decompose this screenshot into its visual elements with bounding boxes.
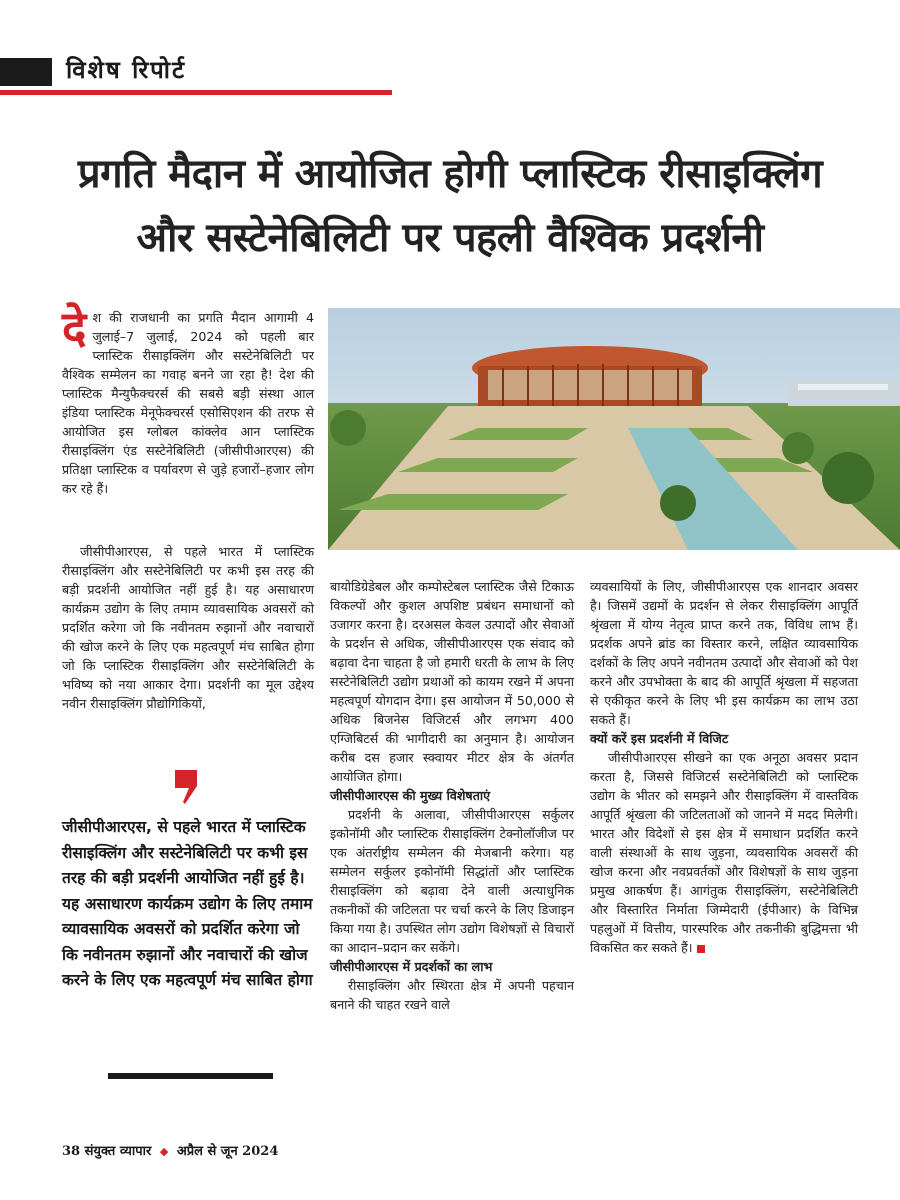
- venue-rendering-illustration: [328, 308, 900, 550]
- headline-line-1: प्रगति मैदान में आयोजित होगी प्लास्टिक रीसाइक्लिंग: [77, 150, 823, 197]
- article-paragraph-1-text: श की राजधानी का प्रगति मैदान आगामी 4 जुलाई–7 जुलाई, 2024 को पहली बार प्लास्टिक रीसाइक्लिंग और सस्टेनेबिलिटी पर वैश्विक सम्मेलन का गवाह बनने जा रहा है! देश की प्लास्टिक मैन्युफैक्चरर्स की सबसे बड़ी संस्था आल इंडिया प्लास्टिक मेनूफेक्चरर्स एसोसिएशन की तरफ से आयोजित इस ग्लोबल कांक्लेव आन प्लास्टिक रीसाइक्लिंग एंड सस्टेनेबिलिटी (जीसीपीआरएस) की प्रतिक्षा प्लास्टिक व पर्यावरण से जुड़े हजारों–हजार लोग कर रहे हैं।: [62, 310, 314, 496]
- issue-date: अप्रैल से जून 2024: [176, 1144, 279, 1159]
- article-paragraph-7-text: जीसीपीआरएस सीखने का एक अनूठा अवसर प्रदान करता है, जिससे विजिटर्स सस्टेनेबिलिटी को प्लास्टिक उद्योग के भीतर को समझने और रीसाइक्लिंग में वास्तविक आपूर्ति श्रृंखला की जटिलताओं को जानने में मदद मिलेगी। भारत और विदेशों से इस क्षेत्र में समाधान प्रदर्शित करने वाली संस्थाओं के साथ जुड़ना, व्यवसायिक अवसरों की खोज करना और नवप्रवर्तकों और विशेषज्ञों के साथ जुड़ना प्रमुख आकर्षण हैं। आगंतुक रीसाइक्लिंग, सस्टेनेबिलिटी और विस्तारित निर्माता जिम्मेदारी (ईपीआर) के विभिन्न पहलुओं में वित्तीय, पारस्परिक और तकनीकी बुद्धिमत्ता भी विकसित कर सकते हैं।: [590, 750, 858, 955]
- page-footer: [62, 1141, 278, 1159]
- subheading-why-visit: क्यों करें इस प्रदर्शनी में विजिट: [590, 731, 729, 746]
- headline: [30, 142, 870, 270]
- section-header-block: [0, 58, 52, 86]
- article-paragraph-5: रीसाइक्लिंग और स्थिरता क्षेत्र में अपनी पहचान बनाने की चाहत रखने वाले: [330, 978, 574, 1012]
- article-paragraph-3: बायोडिग्रेडेबल और कम्पोस्टेबल प्लास्टिक जैसे टिकाऊ विकल्पों और कुशल अपशिष्ट प्रबंधन समाधानों को उजागर करना है। दरअसल केवल उत्पादों और सेवाओं के प्रदर्शन से अधिक, जीसीपीआरएस एक संवाद को बढ़ावा देना चाहता है जो हमारी धरती के लाभ के लिए सस्टेनेबिलिटी उद्योग प्रथाओं को कायम रखने में अपना महत्वपूर्ण योगदान देगा। इस आयोजन में 50,000 से अधिक बिजनेस विजिटर्स और लगभग 400 एग्जिबिटर्स की भागीदारी का अनुमान है। आयोजन करीब दस हजार स्क्वायर मीटर क्षेत्र के अंतर्गत आयोजित होगा।: [330, 579, 574, 784]
- section-label: विशेष रिपोर्ट: [66, 55, 187, 84]
- pull-quote: जीसीपीआरएस, से पहले भारत में प्लास्टिक रीसाइक्लिंग और सस्टेनेबिलिटी पर कभी इस तरह की बड़ी प्रदर्शनी आयोजित नहीं हुई है। यह असाधारण कार्यक्रम उद्योग के लिए तमाम व्यावसायिक अवसरों को प्रदर्शित करेगा जो कि नवीनतम रुझानों और नवाचारों की खोज करने के लिए एक महत्वपूर्ण मंच साबित होगा: [62, 818, 313, 989]
- article-paragraph-2: जीसीपीआरएस, से पहले भारत में प्लास्टिक रीसाइक्लिंग और सस्टेनेबिलिटी पर कभी इस तरह की बड़ी प्रदर्शनी आयोजित नहीं हुई है। यह असाधारण कार्यक्रम उद्योग के लिए तमाम व्यावसायिक अवसरों को प्रदर्शित करेगा जो कि नवीनतम रुझानों और नवाचारों की खोज करने के लिए एक महत्वपूर्ण मंच साबित होगा जो कि प्लास्टिक रीसाइक्लिंग और सस्टेनेबिलिटी के भविष्य को नया आकार देगा। प्रदर्शनी का मूल उद्देश्य नवीन रीसाइक्लिंग प्रौद्योगिकियों,: [62, 544, 314, 711]
- page-number: 38: [62, 1144, 81, 1159]
- article-column-3: [590, 577, 858, 957]
- section-header-rule: [0, 90, 392, 95]
- article-paragraph-1: [62, 301, 314, 498]
- drop-cap: दे: [62, 301, 87, 355]
- article-paragraph-6: व्यवसायियों के लिए, जीसीपीआरएस एक शानदार अवसर है। जिसमें उद्यमों के प्रदर्शन से लेकर रीसाइक्लिंग आपूर्ति श्रृंखला में योग्य नेतृत्व प्राप्त करने तक, विविध लाभ हैं। प्रदर्शक अपने ब्रांड का विस्तार करने, लक्षित व्यावसायिक दर्शकों के लिए अपने नवीनतम उत्पादों और सेवाओं को पेश करने और उपभोक्ता के बाद की आपूर्ति श्रृंखला में सहजता से एकीकृत करने के लिए भी इस कार्यक्रम का लाभ उठा सकते हैं।: [590, 579, 858, 727]
- end-mark-icon: [697, 945, 705, 953]
- diamond-icon: ◆: [159, 1145, 169, 1158]
- article-column-2: [330, 577, 574, 1014]
- subheading-exhibitor-benefits: जीसीपीआरएस में प्रदर्शकों का लाभ: [330, 959, 493, 974]
- article-paragraph-7: [590, 748, 858, 957]
- headline-line-2: और सस्टेनेबिलिटी पर पहली वैश्विक प्रदर्शनी: [136, 214, 764, 261]
- subheading-key-features: जीसीपीआरएस की मुख्य विशेषताएं: [330, 788, 491, 803]
- magazine-name: संयुक्त व्यापार: [84, 1144, 152, 1159]
- pull-quote-rule: [108, 1073, 273, 1079]
- article-paragraph-4: प्रदर्शनी के अलावा, जीसीपीआरएस सर्कुलर इकोनॉमी और प्लास्टिक रीसाइक्लिंग टेक्नोलॉजीज पर एक अंतर्राष्ट्रीय सम्मेलन की मेजबानी करेगा। यह सम्मेलन सर्कुलर इकोनॉमी सिद्धांतों और प्लास्टिक रीसाइक्लिंग को बढ़ावा देने वाली अत्याधुनिक तकनीकों की जटिलता पर चर्चा करने के लिए डिजाइन किया गया है। उपस्थित लोग उद्योग विशेषज्ञों से विचारों का आदान–प्रदान कर सकेंगे।: [330, 807, 574, 955]
- article-column-1: [62, 301, 314, 498]
- venue-rendering-image: [328, 308, 900, 550]
- article-column-1-continued: [62, 542, 314, 713]
